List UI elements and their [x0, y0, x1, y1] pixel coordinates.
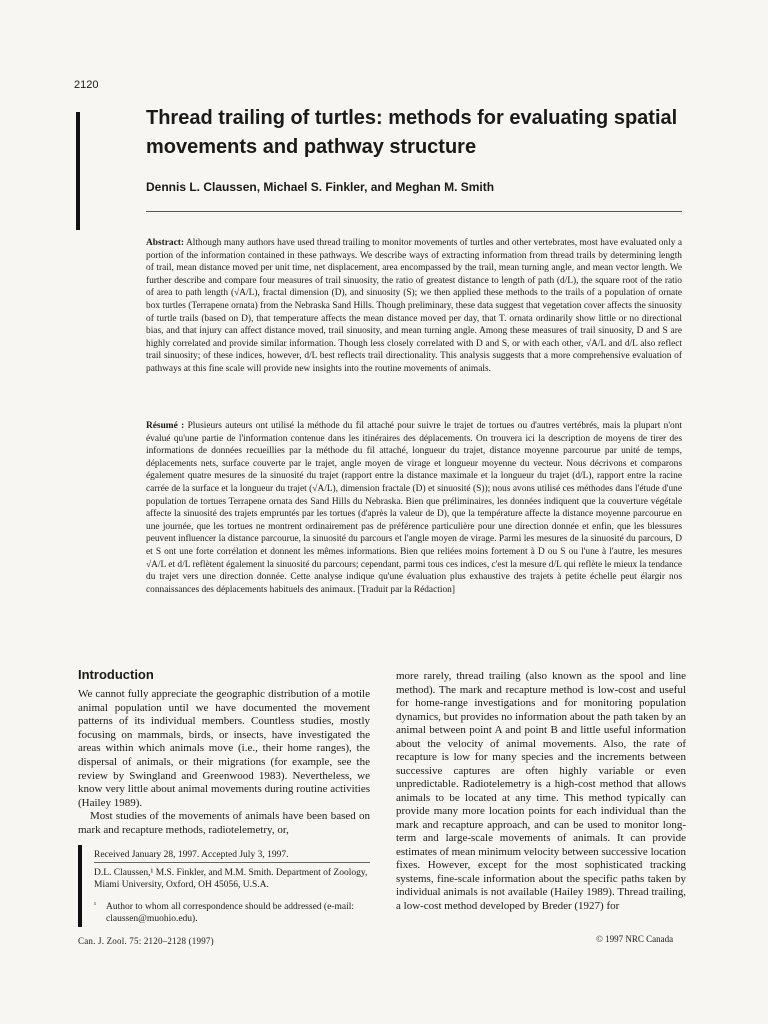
title-accent-bar: [76, 112, 80, 230]
copyright-notice: © 1997 NRC Canada: [596, 934, 674, 944]
abstract-label: Abstract:: [146, 238, 185, 248]
correspondence-text: Author to whom all correspondence should be addressed (e-mail: claussen@muohio.edu).: [106, 902, 354, 924]
resume-text: Plusieurs auteurs ont utilisé la méthode du fil attaché pour suivre le trajet de tortues ou d'autres vertébrés, mais la plupart n'ont évalué qu'une partie de l'information contenue dans les itinéraires des déplacements. On trouvera ici la description de moyens de tirer des informations de données recueillies par la méthode du fil attaché, longueur du trajet, distance moyenne parcourue par unité de temps, déplacements nets, surface couverte par le trajet, angle moyen de virage et longueur moyenne du vecteur. Nous décrivons et comparons également quatre mesures de la sinuosité du trajet (rapport entre la distance maximale et la longueur du trajet (d/L), rapport entre la racine carrée de la surface et la longueur du trajet (√A/L), dimension fractale (D) et sinuosité (S)); nous avons utilisé ces méthodes dans l'étude d'une population de tortues Terrapene ornata des Sand Hills du Nebraska. Bien que préliminaires, les données indiquent que la couverture végétale affecte la sinuosité des trajets empruntés par les tortues (d'après la valeur de D), que la température affecte la distance moyenne parcourue en une journée, que les tortues ne montrent ordinairement pas de préférence particulière pour une direction donnée et enfin, que les blessures peuvent influencer la distance parcourue, la sinuosité du parcours et l'angle moyen de virage. Parmi les mesures de la sinuosité du parcours, D et S ont une forte corrélation et donnent les mêmes informations. Bien que reliées moins fortement à D ou S ou l'une à l'autre, les mesures √A/L et d/L reflètent également la sinuosité du parcours; cependant, parmi tous ces indices, c'est la mesure d/L qui reflète le mieux la tendance du trajet vers une direction donnée. Cette analyse indique qu'une évaluation plus exhaustive des trajets à petite échelle peut élargir nos connaissances des déplacements habituels des animaux.: [146, 421, 683, 595]
resume: [146, 420, 682, 596]
correspondence-note: [94, 901, 396, 925]
page-number: 2120: [74, 79, 99, 91]
resume-label: Résumé :: [146, 421, 185, 431]
introduction-paragraph-1: We cannot fully appreciate the geographic distribution of a motile animal population until we have documented the movement patterns of its individual members. Countless studies, mostly focusing on mammals, birds, or insects, have investigated the areas within which animals move (i.e., their home ranges), the dispersal of animals, or their migrations (for example, see the review by Swingland and Greenwood 1983). Nevertheless, we know very little about animal movements during routine activities (Hailey 1989).: [78, 688, 370, 809]
abstract-text: Although many authors have used thread trailing to monitor movements of turtles and other vertebrates, most have evaluated only a portion of the information contained in these pathways. We describe ways of extracting information from thread trails by determining length of trail, mean distance moved per unit time, net displacement, area encompassed by the trail, mean turning angle, and mean vector length. We further describe and compare four measures of trail sinuosity, the ratio of greatest distance to length of path (d/L), the square root of the ratio of area to path length (√A/L), fractal dimension (D), and sinuosity (S); we then applied these methods to the trails of a population of ornate box turtles (Terrapene ornata) from the Nebraska Sand Hills. Though preliminary, these data suggest that vegetation cover affects the sinuosity of turtle trails (based on D), that temperature affects the mean distance moved per day, that T. ornata ordinarily show little or no directional bias, and that injury can affect distance moved, trail sinuosity, and mean turning angle. Among these measures of trail sinuosity, D and S are highly correlated and provide similar information. Though less closely correlated with D and S, or with each other, √A/L and d/L also reflect trail sinuosity; of these indices, however, d/L best reflects trail directionality. This analysis suggests that a more comprehensive evaluation of pathways at this fine scale will provide new insights into the routine movements of animals.: [146, 238, 683, 374]
introduction-heading: Introduction: [78, 667, 154, 682]
footnote-marker: ¹: [94, 901, 97, 909]
received-dates: Received January 28, 1997. Accepted July 3, 1997.: [94, 850, 289, 860]
footnote-divider: [94, 862, 370, 863]
journal-citation: Can. J. Zool. 75: 2120–2128 (1997): [78, 936, 214, 946]
header-divider: [146, 211, 682, 212]
author-list: Dennis L. Claussen, Michael S. Finkler, and Meghan M. Smith: [146, 180, 495, 194]
introduction-paragraph-continued: more rarely, thread trailing (also known as the spool and line method). The mark and recapture method is low-cost and useful for home-range investigations and for monitoring population dynamics, but provides no information about the path taken by an animal between point A and point B and little useful information about the velocity of animal movements. Also, the rate of recapture is low for many species and the increments between successive captures are often highly variable or even unpredictable. Radiotelemetry is a high-cost method that allows animals to be located at any time. This method typically can provide many more location points for each individual than the mark and recapture approach, and can be used to monitor long-term and large-scale movements of animals. It can provide estimates of mean minimum velocity between successive location fixes. However, except for the most sophisticated tracking systems, fine-scale information about the specific paths taken by individual animals is not available (Hailey 1989). Thread trailing, a low-cost method developed by Breder (1927) for: [396, 670, 686, 912]
abstract: [146, 237, 682, 376]
article-title: Thread trailing of turtles: methods for evaluating spatial movements and pathway structure: [146, 107, 678, 158]
introduction-left-column: [78, 688, 370, 838]
translation-note: [Traduit par la Rédaction]: [357, 584, 455, 595]
footnote-box: [78, 845, 382, 927]
introduction-paragraph-2: Most studies of the movements of animals have been based on mark and recapture methods, radiotelemetry, or,: [78, 810, 370, 836]
author-affiliation: D.L. Claussen,¹ M.S. Finkler, and M.M. Smith. Department of Zoology, Miami University, Oxford, OH 45056, U.S.A.: [94, 868, 368, 890]
introduction-right-column: [396, 670, 686, 913]
